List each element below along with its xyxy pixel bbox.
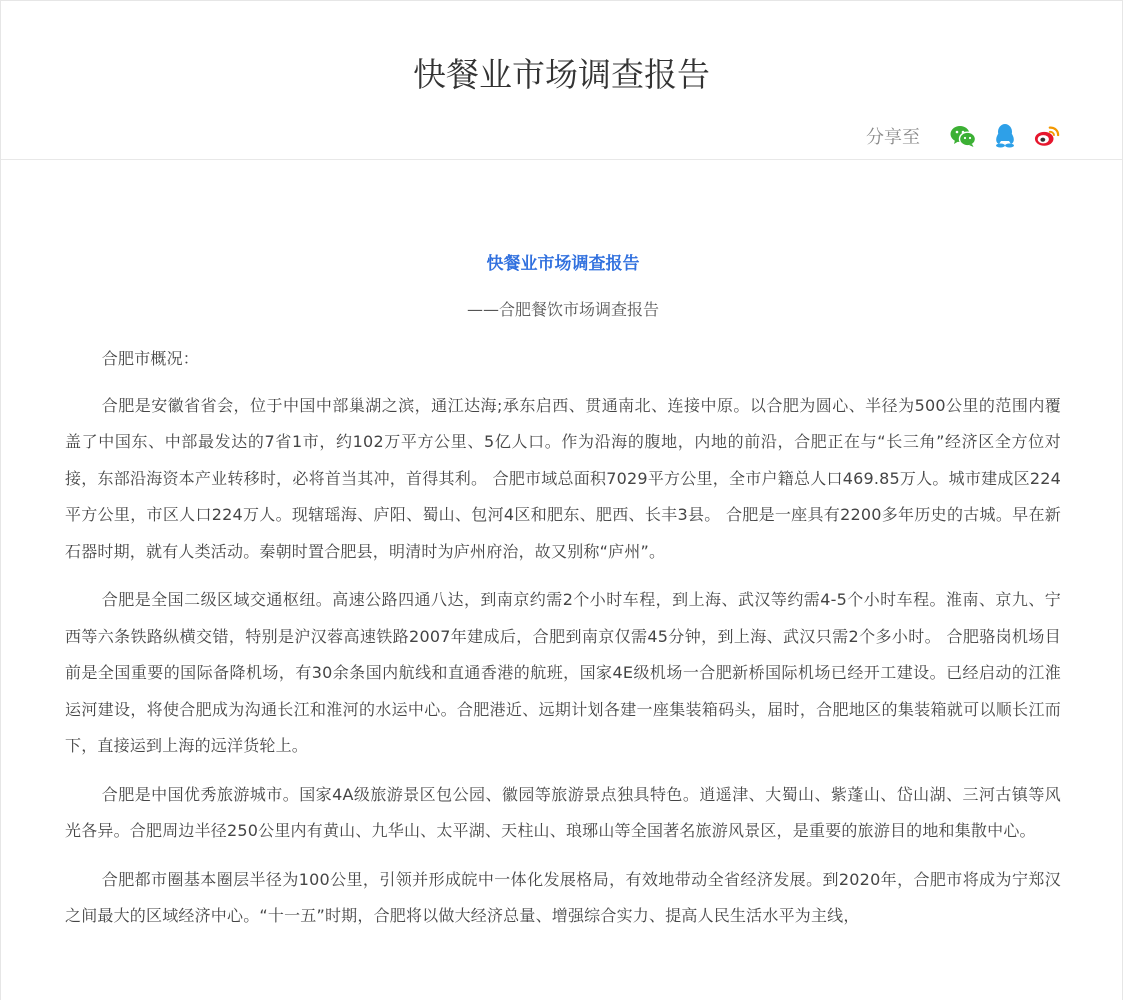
article-title: 快餐业市场调查报告 [486, 254, 640, 274]
article-content [65, 249, 1061, 947]
section-heading: 合肥市概况： [101, 349, 199, 368]
wechat-icon[interactable] [950, 123, 976, 149]
article-subtitle: ——合肥餐饮市场调查报告 [466, 300, 659, 319]
paragraph: 合肥是全国二级区域交通枢纽。高速公路四通八达，到南京约需2个小时车程，到上海、武汉等约需4-5个小时车程。淮南、京九、宁西等六条铁路纵横交错，特别是沪汉蓉高速铁路2007年建成后，合肥到南京仅需45分钟，到上海、武汉只需2个多小时。 合肥骆岗机场目前是全国重要的国际备降机场，有30余条国内航线和直通香港的航班，国家4E级机场一合肥新桥国际机场已经开工建设。已经启动的江淮运河建设，将使合肥成为沟通长江和淮河的水运中心。合肥港近、远期计划各建一座集装箱码头，届时，合肥地区的集装箱就可以顺长江而下，直接运到上海的远洋货轮上。 [65, 590, 1061, 755]
share-label: 分享至 [866, 127, 920, 148]
page-title: 快餐业市场调查报告 [413, 55, 710, 94]
paragraph: 合肥是中国优秀旅游城市。国家4A级旅游景区包公园、徽园等旅游景点独具特色。逍遥津、大蜀山、紫蓬山、岱山湖、三河古镇等风光各异。合肥周边半径250公里内有黄山、九华山、太平湖、天柱山、琅琊山等全国著名旅游风景区，是重要的旅游目的地和集散中心。 [65, 784, 1061, 840]
page-header [1, 1, 1122, 160]
paragraph: 合肥都市圈基本圈层半径为100公里，引领并形成皖中一体化发展格局，有效地带动全省经济发展。到2020年，合肥市将成为宁郑汉之间最大的区域经济中心。“十一五”时期，合肥将以做大经济总量、增强综合实力、提高人民生活水平为主线， [65, 869, 1061, 925]
qq-icon[interactable] [992, 123, 1018, 149]
weibo-icon[interactable] [1034, 123, 1060, 149]
share-bar [866, 121, 1060, 151]
paragraph: 合肥是安徽省省会，位于中国中部巢湖之滨，通江达海;承东启西、贯通南北、连接中原。以合肥为圆心、半径为500公里的范围内覆盖了中国东、中部最发达的7省1市，约102万平方公里、5亿人口。作为沿海的腹地，内地的前沿，合肥正在与“长三角”经济区全方位对接，东部沿海资本产业转移时，必将首当其冲，首得其利。 合肥市域总面积7029平方公里，全市户籍总人口469.85万人。城市建成区224平方公里，市区人口224万人。现辖瑶海、庐阳、蜀山、包河4区和肥东、肥西、长丰3县。 合肥是一座具有2200多年历史的古城。早在新石器时期，就有人类活动。秦朝时置合肥县，明清时为庐州府治，故又别称“庐州”。 [65, 395, 1061, 561]
